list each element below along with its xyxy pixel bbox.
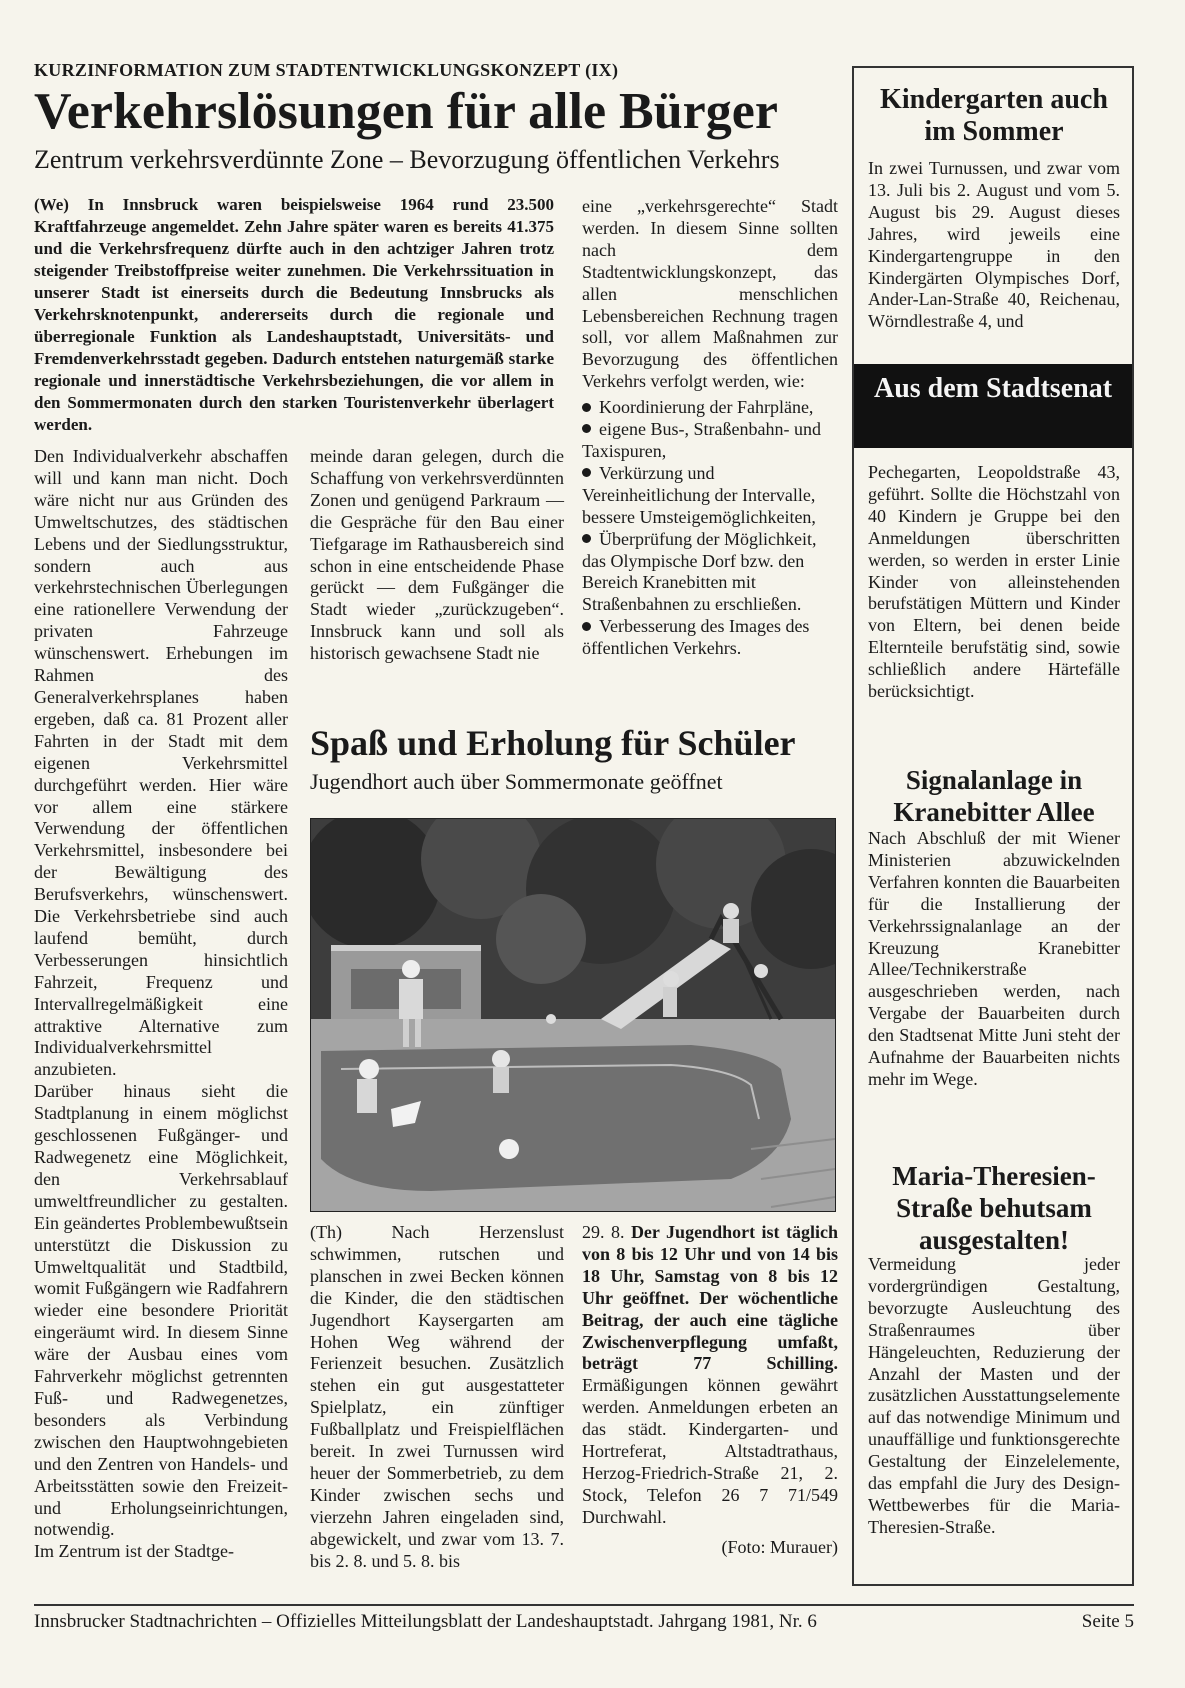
article2-subtitle: Jugendhort auch über Sommermonate geöffnet — [310, 769, 723, 794]
sidebar-text-maria-theresien: Vermeidung jeder vordergründigen Gestaltung, bevorzugte Ausleuchtung des Straßenraumes über Hängeleuchten, Reduzierung der Anzahl der Masten und der zusätzlichen Ausstattungselemente auf das notwendige Minimum und unauffällige und funktionsgerechte Gestaltung der Einzelelemente, das empfahl die Jury des Design-Wettbewerbes für die Maria-Theresien-Straße. — [868, 1254, 1120, 1537]
footer-publication: Innsbrucker Stadtnachrichten – Offizielles Mitteilungsblatt der Landeshauptstadt. Jahrgang 1981, Nr. 6 — [34, 1611, 817, 1632]
bullet-icon — [582, 424, 591, 433]
paragraph: (Th) Nach Herzenslust schwimmen, rutschen und planschen in zwei Becken können die Kinder, die den städtischen Jugendhort Kaysergarten am Hohen Weg während der Ferienzeit besuchen. Zusätzlich stehen ein gut ausgestatteter Spielplatz, ein zünftiger Fußballplatz und Freispielflächen bereit. In zwei Turnussen wird heuer der Sommerbetrieb, zu dem Kinder zwischen sechs und vierzehn Jahren eingeladen sind, abgewickelt, und zwar vom 13. 7. bis 2. 8. und 5. 8. bis — [310, 1222, 564, 1571]
footer-rule — [34, 1604, 1134, 1606]
photo-credit: (Foto: Murauer) — [721, 1536, 838, 1557]
paragraph: Im Zentrum ist der Stadtge- — [34, 1541, 234, 1562]
article-column-1 — [34, 446, 288, 1563]
swimming-pool-photo — [310, 818, 836, 1212]
sidebar-text-stadtsenat: Pechegarten, Leopoldstraße 43, geführt. Sollte die Höchstzahl von 40 Kindern je Gruppe bei den Anmeldungen überschritten werden, so werden in erster Linie Kinder von alleinstehenden berufstätigen Müttern und Kinder von Eltern, bei denen beide Elternteile berufstätig sind, sowie schließlich andere Härtefälle berücksichtigt. — [868, 462, 1120, 702]
article2-title: Spaß und Erholung für Schüler — [310, 723, 796, 763]
article-column-3 — [582, 196, 838, 660]
article-column-2 — [310, 446, 564, 665]
article-lead: (We) In Innsbruck waren beispielsweise 1964 rund 23.500 Kraftfahrzeuge angemeldet. Zehn Jahre später waren es bereits 41.375 und die Verkehrsfrequenz dürfte auch in den achtziger Jahren trotz steigender Treibstoffpreise weiter zunehmen. Die Verkehrssituation in unserer Stadt ist einerseits durch die Bedeutung Innsbrucks als Verkehrsknotenpunkt, andererseits durch die regionale und überregionale Funktion als Landeshauptstadt, Universitäts- und Fremdenverkehrsstadt gegeben. Dadurch entstehen naturgemäß starke regionale und innerstädtische Verkehrsbeziehungen, die vor allem in den Sommermonaten durch den starken Touristenverkehr überlagert werden. — [34, 195, 554, 434]
sidebar-text-kindergarten: In zwei Turnussen, und zwar vom 13. Juli bis 2. August und vom 5. August bis 29. August dieses Jahres, wird jeweils eine Kindergartengruppe in den Kindergärten Olympisches Dorf, Ander-Lan-Straße 40, Reichenau, Wörndlestraße 4, und — [868, 158, 1120, 332]
bullet-icon — [582, 468, 591, 477]
sidebar — [852, 66, 1134, 1586]
list-item: Koordinierung der Fahrpläne, — [582, 397, 838, 419]
list-item: eigene Bus-, Straßenbahn- und Taxispuren, — [582, 419, 821, 461]
paragraph: Darüber hinaus sieht die Stadtplanung in einem möglichst geschlossenen Fußgänger- und Radwegenetz eine Möglichkeit, den Verkehrsablauf umweltfreundlicher zu gestalten. Ein geändertes Problembewußtsein unterstützt die Diskussion zu Umweltqualität und Stadtbild, womit Fußgängern wie Radfahrern wieder eine besondere Priorität eingeräumt wird. In diesem Sinne wäre der Ausbau eines vom Fahrverkehr möglichst getrennten Fuß- und Radwegenetzes, besonders als Verbindung zwischen den Hauptwohngebieten und den Zentren von Handels- und Arbeitsstätten sowie den Freizeit- und Erholungseinrichtungen, notwendig. — [34, 1081, 288, 1540]
section-box-stadtsenat: Aus dem Stadtsenat — [854, 364, 1132, 448]
sidebar-title-signalanlage: Signalanlage in Kranebitter Allee — [893, 765, 1095, 827]
bullet-icon — [582, 622, 591, 631]
list-item: Verkürzung und Vereinheitlichung der Intervalle, bessere Umsteigemöglichkeiten, — [582, 462, 816, 527]
paragraph: eine „verkehrsgerechte“ Stadt werden. In diesem Sinne sollten nach dem Stadtentwicklungskonzept, das allen menschlichen Lebensbereichen Rechnung tragen soll, vor allem Maßnahmen zur Bevorzugung des öffentlichen Verkehrs verfolgt werden, wie: — [582, 196, 838, 392]
article-title: Verkehrslösungen für alle Bürger — [34, 83, 778, 140]
bullet-icon — [582, 403, 591, 412]
list-item: Überprüfung der Möglichkeit, das Olympische Dorf bzw. den Bereich Kranebitten mit Straßenbahnen zu erschließen. — [582, 528, 817, 615]
article2-column-2 — [582, 1222, 838, 1559]
paragraph: 29. 8. Der Jugendhort ist täglich von 8 bis 12 Uhr und von 14 bis 18 Uhr, Samstag von 8 bis 12 Uhr geöffnet. Der wöchentliche Beitrag, der auch eine tägliche Zwischenverpflegung umfaßt, beträgt 77 Schilling. Ermäßigungen können gewährt werden. Anmeldungen erbeten an das städt. Kindergarten- und Hortreferat, Altstadtrathaus, Herzog-Friedrich-Straße 21, 2. Stock, Telefon 26 7 71/549 Durchwahl. — [582, 1222, 838, 1527]
paragraph: Den Individualverkehr abschaffen will und kann man nicht. Doch wäre nicht nur aus Gründen des Umweltschutzes, des städtischen Lebens und der Siedlungsstruktur, sondern auch aus verkehrstechnischen Überlegungen eine rationellere Verwendung der privaten Fahrzeuge wünschenswert. Erhebungen im Rahmen des Generalverkehrsplanes haben ergeben, daß ca. 81 Prozent aller Fahrten in der Stadt mit dem eigenen Verkehrsmittel durchgeführt werden. Hier wäre vor allem eine stärkere Verwendung der öffentlichen Verkehrsmittel, insbesondere bei der Bewältigung des Berufsverkehrs, wünschenswert. Die Verkehrsbetriebe sind auch laufend bemüht, durch Verbesserungen hinsichtlich Fahrzeit, Frequenz und Intervallregelmäßigkeit eine attraktive Alternative zum Individualverkehrsmittel anzubieten. — [34, 446, 288, 1080]
article2-column-1 — [310, 1222, 564, 1573]
list-item: Verbesserung des Images des öffentlichen Verkehrs. — [582, 616, 810, 659]
article-subtitle: Zentrum verkehrsverdünnte Zone – Bevorzugung öffentlichen Verkehrs — [34, 145, 780, 174]
measures-list — [582, 397, 838, 660]
sidebar-title-kindergarten: Kindergarten auch im Sommer — [880, 84, 1108, 147]
sidebar-title-maria-theresien: Maria-Theresien-Straße behutsam ausgestalten! — [892, 1161, 1096, 1255]
paragraph: meinde daran gelegen, durch die Schaffung von verkehrsverdünnten Zonen und genügend Parkraum — die Gespräche für den Bau einer Tiefgarage im Rathausbereich sind schon in eine entscheidende Phase gerückt — dem Fußgänger die Stadt wieder „zurückzugeben“. Innsbruck kann und soll als historisch gewachsene Stadt nie — [310, 446, 564, 664]
sidebar-text-signalanlage: Nach Abschluß der mit Wiener Ministerien abzuwickelnden Verfahren konnten die Bauarbeiten für die Installierung der Verkehrssignalanlage an der Kreuzung Kranebitter Allee/Technikerstraße ausgeschrieben werden, nach Vergabe der Bauarbeiten durch den Stadtsenat Mitte Juni steht der Aufnahme der Bauarbeiten nichts mehr im Wege. — [868, 828, 1120, 1089]
bullet-icon — [582, 534, 591, 543]
article-kicker: KURZINFORMATION ZUM STADTENTWICKLUNGSKONZEPT (IX) — [34, 60, 619, 80]
page-number: Seite 5 — [1081, 1611, 1134, 1632]
